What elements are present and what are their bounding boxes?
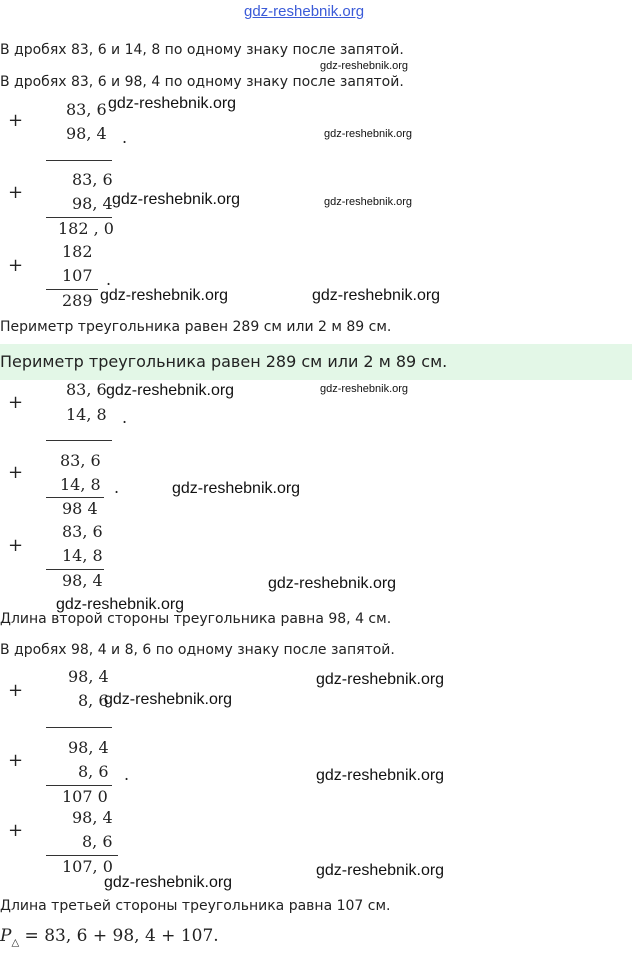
period: . — [106, 270, 112, 289]
sum-line — [46, 785, 112, 786]
plus-sign: + — [8, 750, 24, 771]
sum-line — [46, 289, 98, 290]
addend-bottom: 8, 6 — [78, 762, 109, 781]
addend-bottom: 8, 6 — [82, 832, 113, 851]
sum-line — [46, 497, 104, 498]
plus-sign: + — [8, 182, 24, 203]
text-line-fractions-3: В дробях 98, 4 и 8, 6 по одному знаку после запятой. — [0, 642, 395, 658]
addend-top: 98, 4 — [68, 667, 109, 686]
addend-bottom: 98, 4 — [66, 124, 107, 143]
watermark: gdz-reshebnik.org — [324, 128, 413, 140]
watermark: gdz-reshebnik.org — [56, 596, 185, 613]
addend-bottom: 14, 8 — [62, 546, 103, 565]
addend-top: 83, 6 — [72, 170, 113, 189]
addend-top: 83, 6 — [66, 380, 107, 399]
period: . — [122, 128, 128, 147]
sum-result: 107 0 — [62, 787, 108, 806]
perimeter-answer: Периметр треугольника равен 289 см или 2 м 89 см. — [0, 352, 448, 371]
watermark: gdz-reshebnik.org — [316, 767, 445, 784]
watermark: gdz-reshebnik.org — [320, 383, 409, 395]
addend-bottom: 98, 4 — [72, 194, 113, 213]
addend-top: 98, 4 — [72, 808, 113, 827]
watermark: gdz-reshebnik.org — [172, 480, 301, 497]
period: . — [114, 478, 120, 497]
addend-top: 83, 6 — [62, 522, 103, 541]
addend-bottom: 107 — [62, 266, 93, 285]
text-line-fractions-1: В дробях 83, 6 и 14, 8 по одному знаку после запятой. — [0, 42, 404, 58]
sum-result: 107, 0 — [62, 857, 113, 876]
sum-result: 98 4 — [62, 499, 98, 518]
formula-variable: P — [0, 926, 12, 946]
watermark: gdz-reshebnik.org — [312, 287, 441, 304]
perimeter-text: Периметр треугольника равен 289 см или 2 м 89 см. — [0, 319, 392, 335]
watermark: gdz-reshebnik.org — [108, 95, 237, 112]
text-line-fractions-2: В дробях 83, 6 и 98, 4 по одному знаку после запятой. — [0, 74, 404, 90]
plus-sign: + — [8, 110, 24, 131]
plus-sign: + — [8, 392, 24, 413]
plus-sign: + — [8, 462, 24, 483]
addend-bottom: 8, 6 — [78, 691, 109, 710]
watermark: gdz-reshebnik.org — [100, 287, 229, 304]
watermark: gdz-reshebnik.org — [106, 382, 235, 399]
addend-top: 83, 6 — [60, 451, 101, 470]
perimeter-formula — [0, 926, 219, 948]
watermark: gdz-reshebnik.org — [104, 691, 233, 708]
watermark: gdz-reshebnik.org — [324, 196, 413, 208]
formula-subscript: △ — [11, 937, 20, 949]
sum-result: 98, 4 — [62, 571, 103, 590]
plus-sign: + — [8, 535, 24, 556]
watermark: gdz-reshebnik.org — [112, 191, 241, 208]
sum-line — [46, 855, 118, 856]
addend-top: 182 — [62, 242, 93, 261]
formula-expression: = 83, 6 + 98, 4 + 107. — [19, 926, 219, 946]
watermark: gdz-reshebnik.org — [320, 60, 409, 72]
sum-line — [46, 569, 104, 570]
plus-sign: + — [8, 820, 24, 841]
period: . — [124, 765, 130, 784]
plus-sign: + — [8, 680, 24, 701]
period: . — [122, 408, 128, 427]
sum-line — [46, 727, 112, 728]
watermark: gdz-reshebnik.org — [268, 575, 397, 592]
addend-top: 83, 6 — [66, 100, 107, 119]
sum-line — [46, 160, 112, 161]
sum-result: 289 — [62, 291, 93, 310]
sum-line — [46, 217, 112, 218]
addend-top: 98, 4 — [68, 738, 109, 757]
watermark: gdz-reshebnik.org — [316, 671, 445, 688]
top-watermark-link[interactable]: gdz-reshebnik.org — [244, 3, 365, 20]
plus-sign: + — [8, 255, 24, 276]
third-side-text: Длина третьей стороны треугольника равна 107 см. — [0, 898, 391, 914]
addend-bottom: 14, 8 — [66, 405, 107, 424]
sum-line — [46, 440, 112, 441]
addend-bottom: 14, 8 — [60, 475, 101, 494]
watermark: gdz-reshebnik.org — [316, 862, 445, 879]
second-side-text: Длина второй стороны треугольника равна 98, 4 см. — [0, 611, 392, 627]
watermark: gdz-reshebnik.org — [104, 874, 233, 891]
sum-result: 182 , 0 — [58, 219, 114, 238]
